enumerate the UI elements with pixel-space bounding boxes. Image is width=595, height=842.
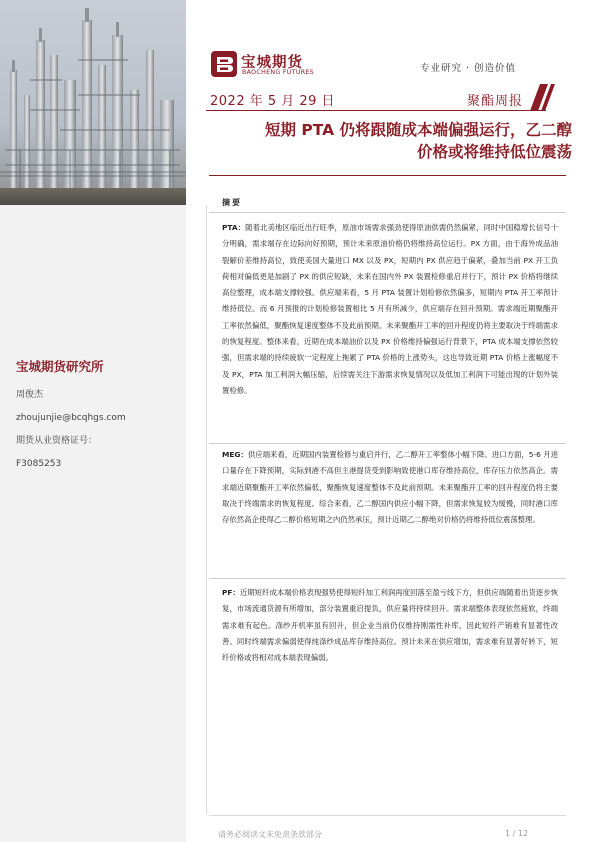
meg-paragraph <box>222 447 558 528</box>
abstract-divider <box>209 212 566 213</box>
footer-divider <box>209 815 566 816</box>
pta-tag: PTA： <box>222 223 246 232</box>
report-title-line-1: 短期 PTA 仍将跟随成本端偏强运行，乙二醇 <box>264 121 572 139</box>
section-divider <box>209 443 566 444</box>
report-title <box>210 119 572 163</box>
pf-tag: PF： <box>222 588 240 597</box>
report-title-line-2: 价格或将维持低位震荡 <box>416 143 572 161</box>
brand-name-cn: 宝城期货 <box>241 55 303 71</box>
brand-logo <box>210 50 340 80</box>
sidebar <box>0 0 186 842</box>
report-type: 聚酯周报 <box>466 94 523 109</box>
pta-text: 随着北美地区临近出行旺季，原油市场需求强劲使得原油供需仍然偏紧，同时中国稳增长信号十分明确，需求端存在边际向好预期，预计未来原油价格仍将维持高位运行。PX 方面，由于海外成品油裂解价差维持高位，致使美国大量进口 MX 以及 PX，短期内 PX 供应趋于偏紧，叠加当前 PX 开工负荷相对偏低更是加剧了 PX 的供应短缺，未来在国内外 PX 装置检修重启并行下，预计 PX 价格将继续高位整理，成本端支撑较强。供应端来看，5 月 PTA 装置计划检修依然偏多，短期内 PTA 开工率预计维持低位。而 6 月预报的计划检修装置相比 5 月有所减少，供应端存在回升预期。需求端近期聚酯开工率依然偏低，聚酯恢复速度整体不及此前预期。未来聚酯开工率的回升程度仍将主要取决于终端需求的恢复程度。整体来看，近期在成本端油价以及 PX 价格维持偏强运行背景下，PTA 成本端支撑依然较强，但需求端的持续疲软一定程度上拖累了 PTA 价格的上涨势头，这也导致近期 PTA 价格上涨幅度不及 PX，PTA 加工利润大幅压缩，后续需关注下游需求恢复情况以及低加工利润下可能出现的计划外装置检修。 <box>222 223 558 395</box>
title-divider <box>209 175 566 176</box>
brand-slogan: 专业研究 · 创造价值 <box>420 63 517 74</box>
brand-emblem-icon <box>210 50 238 78</box>
institute-name: 宝城期货研究所 <box>16 359 104 374</box>
column-divider <box>206 205 207 815</box>
analyst-block <box>16 357 176 481</box>
report-date-band <box>206 88 546 111</box>
refinery-cover-image <box>0 0 186 205</box>
brand-name-en: BAOCHENG FUTURES <box>242 69 315 76</box>
report-date: 2022 年 5 月 29 日 <box>210 94 336 109</box>
license-label: 期货从业资格证号： <box>16 436 98 446</box>
analyst-email[interactable]: zhoujunjie@bcqhgs.com <box>16 413 126 423</box>
section-divider <box>209 578 566 579</box>
footer-disclaimer[interactable]: 请务必阅读文末免责条款部分 <box>218 830 322 839</box>
abstract-heading: 摘要 <box>222 198 242 207</box>
page-number: 1 / 12 <box>505 829 529 838</box>
decorative-stripes-icon <box>526 84 556 111</box>
analyst-name: 周俊杰 <box>16 390 44 400</box>
pf-text: 近期短纤成本端价格表现强势使得短纤加工利润再度回落至盈亏线下方，但供应端随着出货逐步恢复，市场流通货源有所增加，部分装置重启提负，供应量将持续回升。需求端整体表现依然疲软，终端需求难有起色。涤纱开机率虽有回升，但企业当前仍仅维持刚需性补库，因此短纤产销难有显著性改善。同时终端需求偏弱使得纯涤纱成品库存维持高位。预计未来在供应增加，需求难有显著好转下，短纤价格或将相对成本端表现偏弱。 <box>222 588 558 663</box>
meg-text: 供应端来看，近期国内装置检修与重启并行，乙二醇开工率整体小幅下降。进口方面，5-6 月进口量存在下降预期，实际到港不高但主港提货受到影响致使港口库存维持高位，库存压力依然高企。需求端近期聚酯开工率依然偏低，聚酯恢复速度整体不及此前预期。未来聚酯开工率的回升程度仍将主要取决于终端需求的恢复程度。综合来看，乙二醇国内供应小幅下降，但需求恢复较为缓慢，同时港口库存依然高企使得乙二醇价格短期之内仍然承压，预计近期乙二醇绝对价格仍将维持低位震荡整理。 <box>222 450 558 525</box>
pta-paragraph <box>222 220 558 399</box>
license-number: F3085253 <box>16 459 62 469</box>
pf-paragraph <box>222 585 558 666</box>
meg-tag: MEG： <box>222 450 248 459</box>
